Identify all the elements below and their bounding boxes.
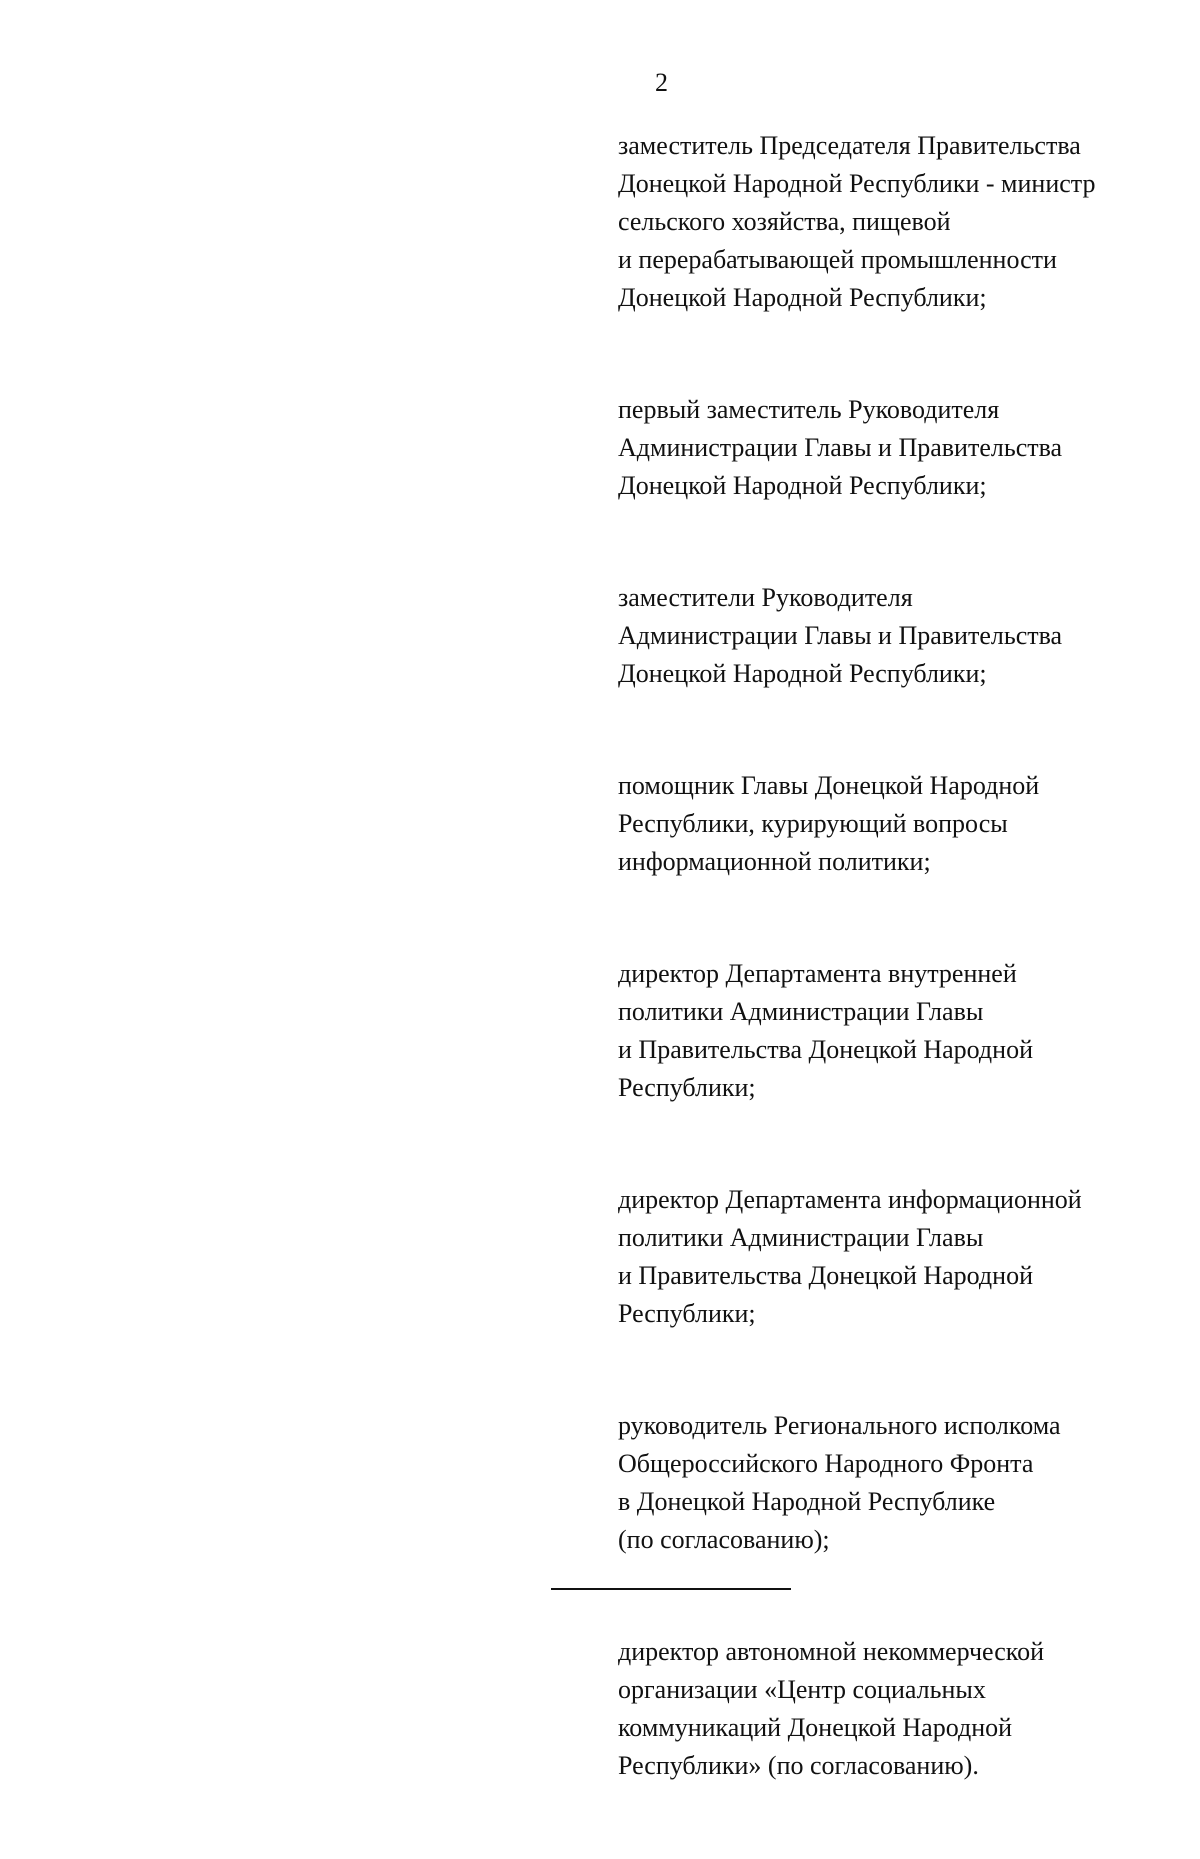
- entry-line: заместитель Председателя Правительства: [618, 131, 1081, 160]
- entry-line: заместители Руководителя: [618, 583, 913, 612]
- list-item: [618, 955, 1178, 1107]
- list-item: [618, 767, 1178, 881]
- list-item: [618, 1181, 1178, 1333]
- entry-line: директор автономной некоммерческой: [618, 1637, 1044, 1666]
- entry-line: коммуникаций Донецкой Народной: [618, 1713, 1013, 1742]
- entry-line: Донецкой Народной Республики - министр: [618, 169, 1096, 198]
- entry-line: Администрации Главы и Правительства: [618, 433, 1063, 462]
- entry-line: руководитель Регионального исполкома: [618, 1411, 1061, 1440]
- entry-line: сельского хозяйства, пищевой: [618, 207, 951, 236]
- list-item: [618, 1633, 1178, 1785]
- list-item: [618, 579, 1178, 693]
- entry-line: организации «Центр социальных: [618, 1675, 986, 1704]
- entry-line: и перерабатывающей промышленности: [618, 245, 1057, 274]
- entry-line: Республики, курирующий вопросы: [618, 809, 1008, 838]
- entry-line: директор Департамента информационной: [618, 1185, 1082, 1214]
- entry-line: Республики;: [618, 1073, 756, 1102]
- entry-line: директор Департамента внутренней: [618, 959, 1017, 988]
- entry-line: Донецкой Народной Республики;: [618, 659, 987, 688]
- entry-line: и Правительства Донецкой Народной: [618, 1035, 1033, 1064]
- entry-line: Донецкой Народной Республики;: [618, 283, 987, 312]
- list-item: [618, 1407, 1178, 1559]
- entry-line: Донецкой Народной Республики;: [618, 471, 987, 500]
- entry-line: Республики» (по согласованию).: [618, 1751, 979, 1780]
- entry-line: помощник Главы Донецкой Народной: [618, 771, 1040, 800]
- entry-line: политики Администрации Главы: [618, 1223, 984, 1252]
- entry-line: информационной политики;: [618, 847, 931, 876]
- entry-line: первый заместитель Руководителя: [618, 395, 1000, 424]
- entry-line: Общероссийского Народного Фронта: [618, 1449, 1034, 1478]
- entry-line: Республики;: [618, 1299, 756, 1328]
- entry-line: в Донецкой Народной Республике: [618, 1487, 996, 1516]
- entry-line: Администрации Главы и Правительства: [618, 621, 1063, 650]
- list-item: [618, 127, 1178, 317]
- member-list: [618, 127, 1178, 1859]
- entry-line: политики Администрации Главы: [618, 997, 984, 1026]
- closing-divider: [551, 1588, 791, 1590]
- page-number: 2: [655, 68, 668, 97]
- list-item: [618, 391, 1178, 505]
- entry-line: и Правительства Донецкой Народной: [618, 1261, 1033, 1290]
- entry-line: (по согласованию);: [618, 1525, 830, 1554]
